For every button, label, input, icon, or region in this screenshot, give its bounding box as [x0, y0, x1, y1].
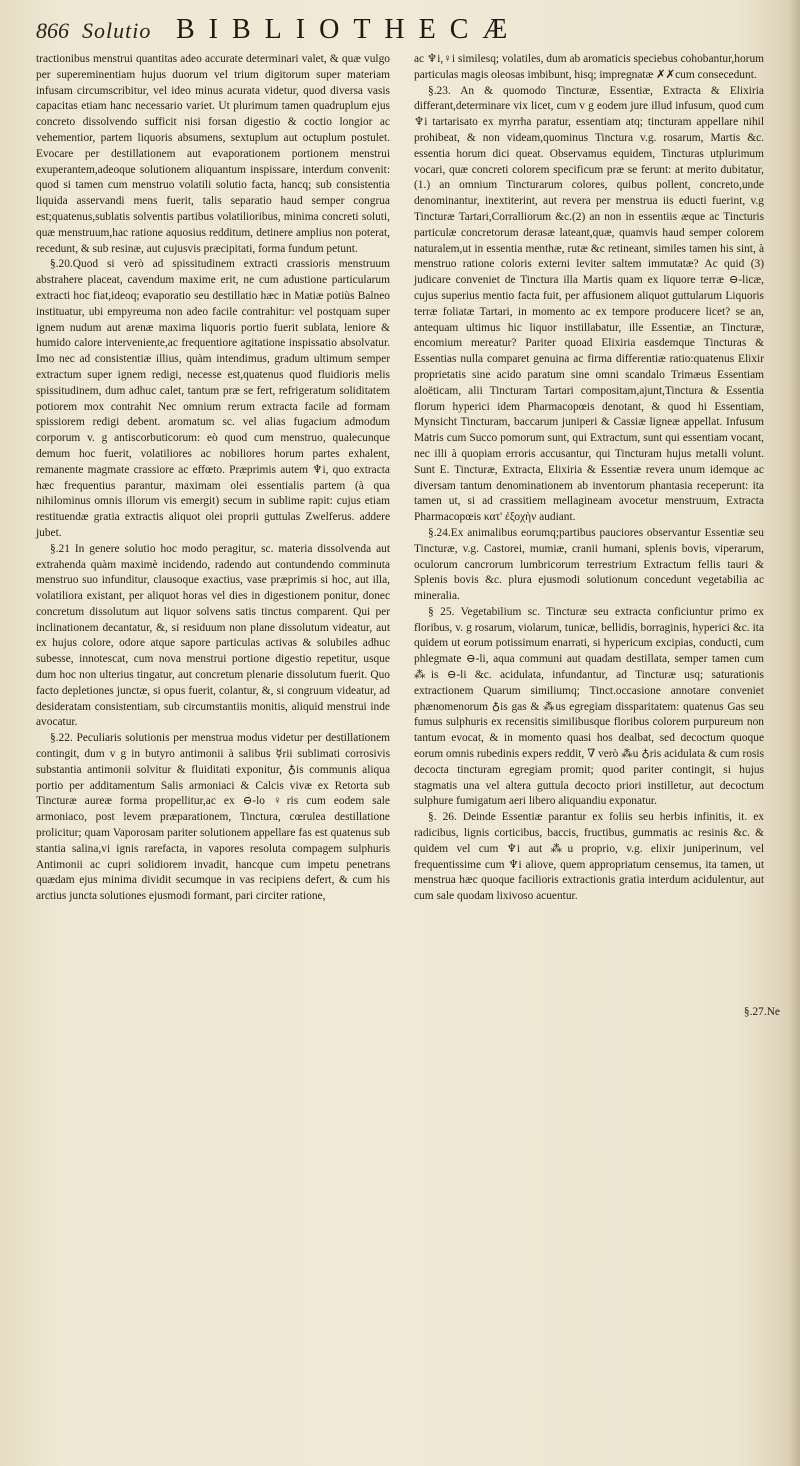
right-column — [414, 52, 764, 905]
page-title: BIBLIOTHECÆ — [176, 14, 522, 45]
running-head: Solutio — [82, 18, 152, 43]
paragraph: § 25. Vegetabilium sc. Tincturæ seu extracta conficiuntur primo ex floribus, v. g rosarum, violarum, tunicæ, bellidis, borraginis, hyperici &c. ita quidem ut eorum potissimum enarrati, si hypericum excipias, conducti, cum phlegmate ⊖-li, aqua communi aut quadam destillata, semper tamen cum ⁂is ⊖-li &c. acidulata, infundantur, ad Tincturæ usq; saturationis extractionem Quarum similiumq; Tinct.occasione annotare conveniet phænomenorum ♁is gas & ⁂us egregiam dissparitatem: quatenus Gas seu fumus sulphuris ex recensitis similibusque floribus colorem purpureum non tantum evocat, & in momento quasi hos dealbat, sed decoctum quoque eorum omnis rubedinis expers reddit, ∇ verò ⁂u ♁ris acidulata & cum rosis decocta tincturam egregiam promit; quod pariter contingit, si hujus stagmatis una vel altera guttula decocto priori instilletur, aut decoctum sulphure fumigatum aeri libero aliquandiu exponatur. — [414, 605, 764, 808]
paragraph: §.20.Quod si verò ad spissitudinem extracti crassioris menstruum abstrahere placeat, cavendum maxime erit, ne cum adustione particularum extracti hoc fiat,ideoq; evaporatio seu destillatio hæc in Matiæ potiùs Balneo instituatur, ubi empyreuma non adeo facile contrahitur: vel postquam super ignem nudum aut arenæ maxima liquoris portio fuerit sublata, leniore & humido calore interveniente,ac frequentiore agitatione inspissatio absolvatur. Imo nec ad consistentiæ illius, quàm intendimus, gradum ultimum semper extractum super ignem redigi, necesse est,quatenus quod fluidioris melis spissitudinem, dum adhuc calet, tantum præ se fert, refrigeratum soliditatem potiorem mox contrahit Nec omnium rerum extracta facile ad formam spissiorem redigi debent. aromatum sc. vel alias fugacium admodum corporum v. g antiscorbuticorum: eò quod cum menstruo, qualecunque demum hoc fuerit, volatiliores ac nobiliores horum partes exhalent, remanente magmate crassiore ac effœto. Præprimis autem ♆i, quo extracta hæc frequentius parantur, maximam olei essentialis partem (à qua nihilominus omnis illorum vis emergit) secum in sublime rapit: cujus etiam restituendæ gratia extractis aliquot olei proprii guttulas Zwelferus. addere jubet. — [36, 258, 390, 539]
paragraph: §.23. An & quomodo Tincturæ, Essentiæ, Extracta & Elixiria differant,determinare vix licet, cum v g eodem jure illud infusum, quod cum ♆i tartarisato ex myrrha paratur, essentiam atq; tincturam appellare nihil prohibeat, & non videam,quominus Tinctura v.g. rosarum, Martis &c. essentia horum dici queat. Observamus equidem, Tincturas utplurimum vocari, quæ concreti colorem specificum præ se ferunt: at merito dubitatur, (1.) an omnium Tincturarum colores, quibus pollent, concreto,unde denominantur, inextiterint, aut revera per menstrua iis educti fuerint, v.g Tincturæ Tartari,Corralliorum &c.(2) an non in essentiis æque ac Tincturis particulæ concretorum derasæ lateant,quæ, quamvis haud semper colorem naturalem,ut in essentia menthæ, rutæ &c retineant, similes tamen his sint, à menstruo ratione coloris externi leviter saltem immutatæ? Ac quid (3) judicare conveniet de Tinctura illa Martis quam ex liquore terræ ⊖-licæ, cujus superius mentio facta fuit, per affusionem aliquot guttularum Liquoris terræ foliatæ Tartari, in momento ac ex tempore producere licet? se an, antequam ultimus hic liquor instillabatur, ille Essentiæ, an Tincturæ, encomium mereatur? Pariter quoad Elixiria easdemque Tincturas & Essentias nulla comparet genuina ac firma differentiæ ratio:quatenus Elixir proprietatis sine acido paratum sine omni scandalo Trimæus Essentiam aloëticam, alii Tincturam Tartari compositam,ajunt,Tinctura & Essentia florum hyperici idem Pharmacopœis denotant, & quod hi Essentiam, Mynsicht Tincturam, baccarum juniperi & Cassiæ ligneæ appellat. Infusum Matris cum Succo pomorum sunt, qui Extractum, sunt qui essentiam vocant, nec illi à quopiam erroris accusantur, qui Tincturam hujus metalli volunt. Sunt E. Tincturæ, Extracta, Elixiria & Essentiæ revera unum idemque ac diversam tantum denominationem ab inventorum phantasia receperunt: ita tamen ut, si ad crassitiem mellagineam avocetur menstruum, Extracta Pharmacopœis κατ' ἐξοχὴν audiant. — [414, 84, 764, 524]
paragraph: §.24.Ex animalibus eorumq;partibus pauciores observantur Essentiæ seu Tincturæ, v.g. Castorei, mumiæ, cranii humani, splenis bovis, viperarum, oculorum cancrorum lumbricorum terrestrium Extractum fellis tauri & Splenis bovis &c. plura ejusmodi solutionum concedunt vegetabilia ac mineralia. — [414, 526, 764, 603]
text-columns — [36, 52, 788, 1052]
paragraph: §.22. Peculiaris solutionis per menstrua modus videtur per destillationem contingit, dum v g in butyro antimonii à salibus ☿rii sublimati corrosivis substantia antimonii solvitur & fluiditati exponitur, ♁is communis aliqua portio per additamentum Salis armoniaci & Calcis vivæ ex Retorta sub Tincturæ aureæ forma propellitur,ac ex ⊖-lo ♀ris cum eodem sale armoniaco, post levem præparationem, Tinctura, cœrulea destillatione prolicitur; quam Vaporosam pariter solutionem appellare fas est quatenus sub stantia salina,vi ignis rarefacta, in vapores resoluta compagem sulphuris Antimonii ac cupri solidiorem invadit, hancque cum impetu penetrans quædam ejus minima dividit secumque in vas recipiens defert, & cum his arctius juncta solutiones ejusmodi formant, pari circiter ratione, — [36, 732, 390, 903]
paragraph: §. 26. Deinde Essentiæ parantur ex foliis seu herbis infinitis, it. ex radicibus, lignis corticibus, baccis, fructibus, gummatis ac resinis &c. & quidem vel cum ♆i aut ⁂u proprio, v.g. elixir juniperinum, vel frequentissime cum ♆i aliove, quem appropriatum censemus, ita tamen, ut menstrua hæc quoque facilioris extractionis gratia interdum acidulentur, aut cum sale quodam lixivoso acuentur. — [414, 811, 764, 903]
left-column — [36, 52, 390, 905]
paragraph: §.21 In genere solutio hoc modo peragitur, sc. materia dissolvenda aut extrahenda quàm maximè incidendo, radendo aut contundendo comminuta menstruo suo infunditur, clausoque exactius, vase præprimis si hoc, aut illa, volatiliora existant, per aliquot horas vel dies in digestionem ponitur, donec concretum dissolutum aut liquor solvens satis tinctus comparent. Qui per inclinationem decantatur, &, si residuum non plane dissolutum videatur, aut ex hujus colore, odore atque sapore particulas activas & solubiles adhuc subesse, innotescat, cum nova menstrui portione digestio repetitur, usque dum hoc non ulterius tingatur, aut concretum plenarie dissolutum fuerit. Quo facto depletiones junctæ, si opus fuerit, colantur, &, si congruum videatur, ad desideratam consistentiam, sub circumstantiis monitis, aliquid menstrui inde avocatur. — [36, 542, 390, 729]
page-number: 866 — [36, 18, 69, 43]
paragraph: ac ♆i,♀i similesq; volatiles, dum ab aromaticis speciebus cohobantur,horum particulas magis oleosas imbibunt, hisq; impregnatæ ✗✗cum consecedunt. — [414, 53, 764, 81]
catchword: §.27.Ne — [743, 1006, 780, 1018]
paragraph: tractionibus menstrui quantitas adeo accurate determinari valet, & quæ vulgo per supereminentiam hujus duorum vel trium digitorum super materiam infusam circumscribitur, vel ideo minus acurata videtur, quod diversa vasis capacitas etiam hanc necessario variet. Ut plurimum tamen quadruplum ejus concreto dissolvendo sufficit nisi forsan digestio & coctio longior ac vehementior, partem liquoris absumens, sextuplum aut octuplum postulet. Evocare per destillationem aut evaporationem portionem menstrui exuperantem,adeoque solutionem aliquantum inspissare, interdum convenit: quod si tamen cum menstruo volatili solutio facta, hancq; sub consistentia liquida asservandi mens fuerit, talis separatio haud semper congrua est;quatenus,sublatis solventis partibus volatilioribus, minima concreti soluti, quæ menstruum,hac ratione aquosius redditum, detinere amplius non poterat, recedunt, & sub resinæ, aut cujusvis præcipitati, forma fundum petunt. — [36, 53, 390, 255]
page-edge — [788, 0, 800, 1466]
